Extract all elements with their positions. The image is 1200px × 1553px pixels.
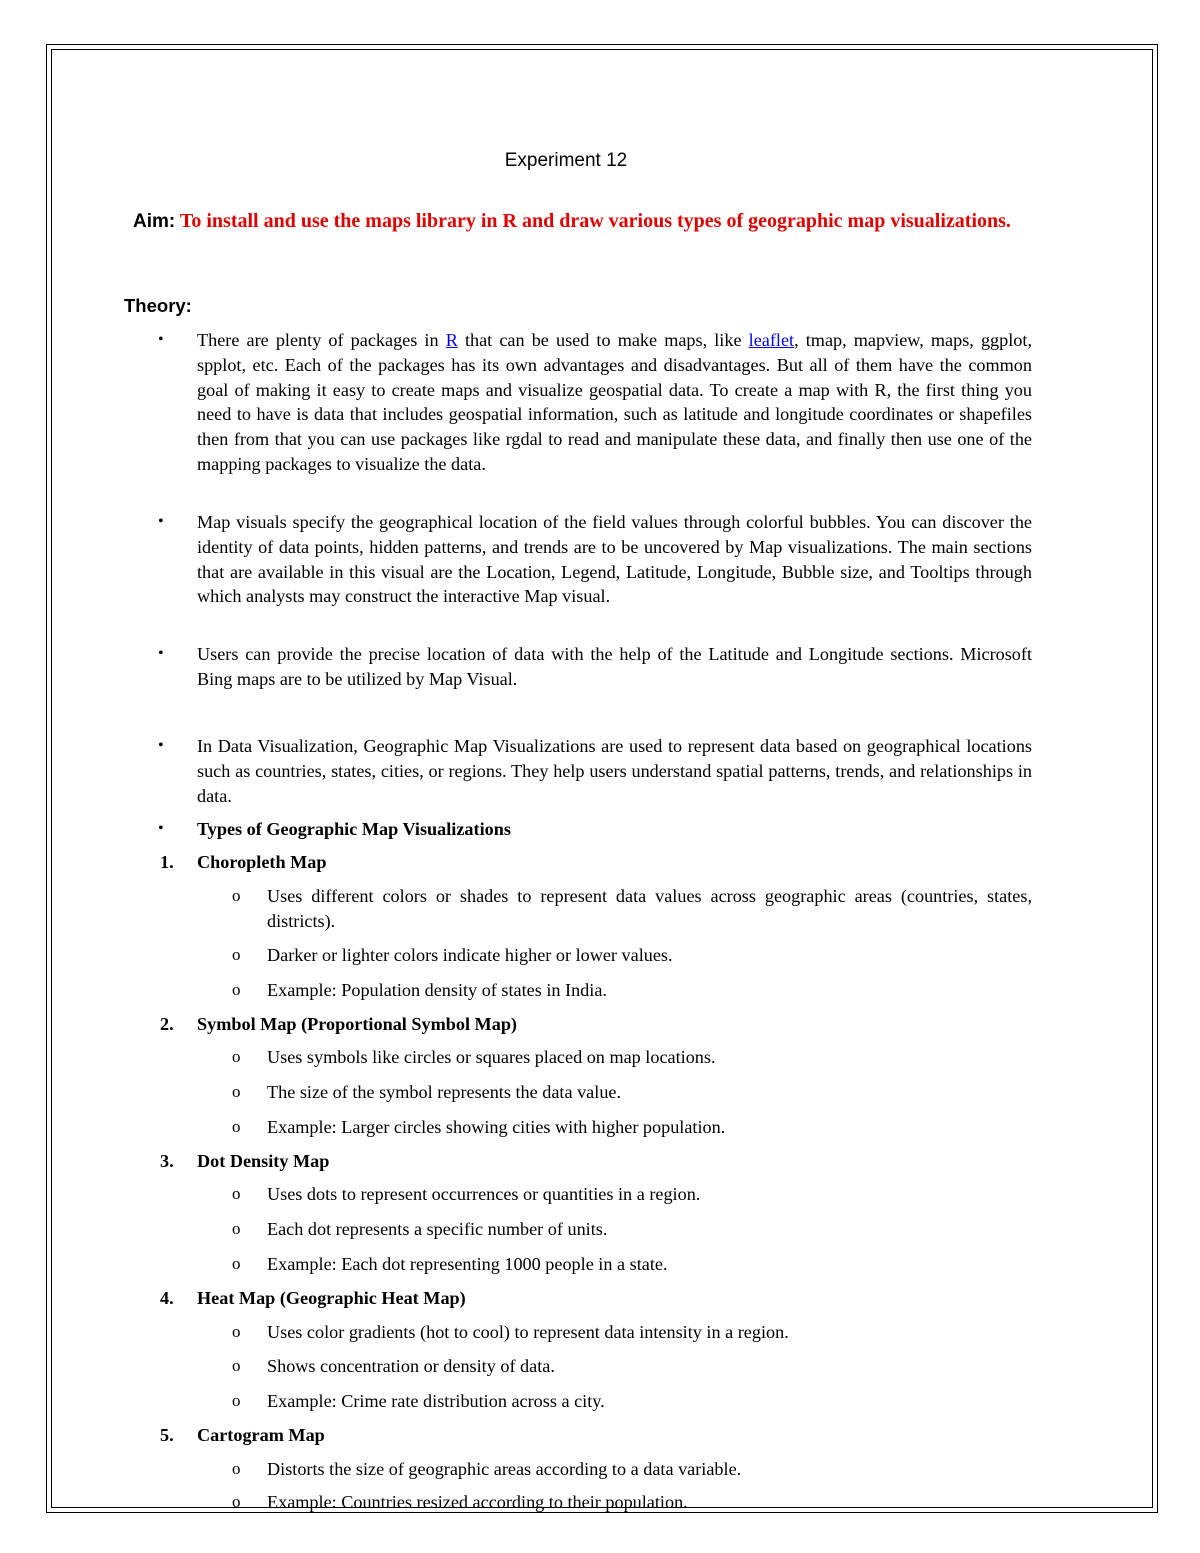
bullet-marker: • [158,820,164,837]
theory-bullet-1 [197,328,1032,477]
type-name-symbol: Symbol Map (Proportional Symbol Map) [197,1014,517,1034]
leaflet-link[interactable]: leaflet [748,330,795,350]
theory-bullet-2: Map visuals specify the geographical location of the field values through colorful bubbles. You can discover the identity of data points, hidden patterns, and trends are to be uncovered by Map visualizations. The main sections that are available in this visual are the Location, Legend, Latitude, Longitude, Bubble size, and Tooltips through which analysts may construct the interactive Map visual. [197,512,1032,607]
list-item: Uses dots to represent occurrences or quantities in a region. [267,1184,701,1204]
list-item: Uses different colors or shades to represent data values across geographic areas (countries, states, districts). [267,886,1032,931]
type-number: 1. [160,852,174,872]
list-item: Example: Larger circles showing cities with higher population. [267,1117,726,1137]
list-item: Example: Population density of states in India. [267,980,607,1000]
sub-bullet-marker: o [232,1117,241,1136]
theory-bullet-4: In Data Visualization, Geographic Map Visualizations are used to represent data based on geographical locations such as countries, states, cities, or regions. They help users understand spatial patterns, trends, and relationships in data. [197,736,1032,806]
bullet-text: that can be used to make maps, like [457,330,749,350]
type-name-dot-density: Dot Density Map [197,1151,330,1171]
list-item: Shows concentration or density of data. [267,1356,555,1376]
list-item: Darker or lighter colors indicate higher or lower values. [267,945,673,965]
list-item: Each dot represents a specific number of units. [267,1219,608,1239]
bullet-marker: • [158,737,164,754]
sub-bullet-marker: o [232,1219,241,1238]
sub-bullet-marker: o [232,1254,241,1273]
r-link[interactable]: R [445,330,458,350]
type-number: 4. [160,1288,174,1308]
aim-statement [133,206,1033,237]
sub-bullet-marker: o [232,1492,241,1511]
sub-bullet-marker: o [232,1322,241,1341]
list-item: Example: Crime rate distribution across a city. [267,1391,605,1411]
bullet-text: , tmap, mapview, maps, ggplot, spplot, etc. Each of the packages has its own advantages and disadvantages. But all of them have the common goal of making it easy to create maps and visualize geospatial data. To create a map with R, the first thing you need to have is data that includes geospatial information, such as latitude and longitude coordinates or shapefiles then from that you can use packages like rgdal to read and manipulate these data, and finally then use one of the mapping packages to visualize the data. [197,330,1032,474]
type-number: 5. [160,1425,174,1445]
list-item: The size of the symbol represents the data value. [267,1082,622,1102]
types-heading: Types of Geographic Map Visualizations [197,819,511,839]
list-item: Example: Countries resized according to their population. [267,1492,688,1512]
bullet-marker: • [158,513,164,530]
sub-bullet-marker: o [232,1184,241,1203]
list-item: Uses color gradients (hot to cool) to represent data intensity in a region. [267,1322,789,1342]
theory-heading: Theory: [124,295,192,316]
sub-bullet-marker: o [232,1356,241,1375]
theory-bullet-3: Users can provide the precise location of data with the help of the Latitude and Longitude sections. Microsoft Bing maps are to be utilized by Map Visual. [197,644,1032,689]
type-name-choropleth: Choropleth Map [197,852,327,872]
aim-label: Aim: [133,211,176,232]
type-name-cartogram: Cartogram Map [197,1425,325,1445]
page-title: Experiment 12 [504,150,628,171]
aim-text: To install and use the maps library in R and draw various types of geographic map visualizations. [175,210,1011,232]
sub-bullet-marker: o [232,886,241,905]
list-item: Uses symbols like circles or squares placed on map locations. [267,1047,716,1067]
bullet-text: There are plenty of packages in [197,330,446,350]
sub-bullet-marker: o [232,1391,241,1410]
type-number: 3. [160,1151,174,1171]
list-item: Distorts the size of geographic areas according to a data variable. [267,1459,742,1479]
sub-bullet-marker: o [232,980,241,999]
sub-bullet-marker: o [232,1459,241,1478]
bullet-marker: • [158,645,164,662]
type-name-heat: Heat Map (Geographic Heat Map) [197,1288,466,1308]
list-item: Example: Each dot representing 1000 people in a state. [267,1254,668,1274]
sub-bullet-marker: o [232,1082,241,1101]
bullet-marker: • [158,331,164,348]
type-number: 2. [160,1014,174,1034]
sub-bullet-marker: o [232,1047,241,1066]
sub-bullet-marker: o [232,945,241,964]
